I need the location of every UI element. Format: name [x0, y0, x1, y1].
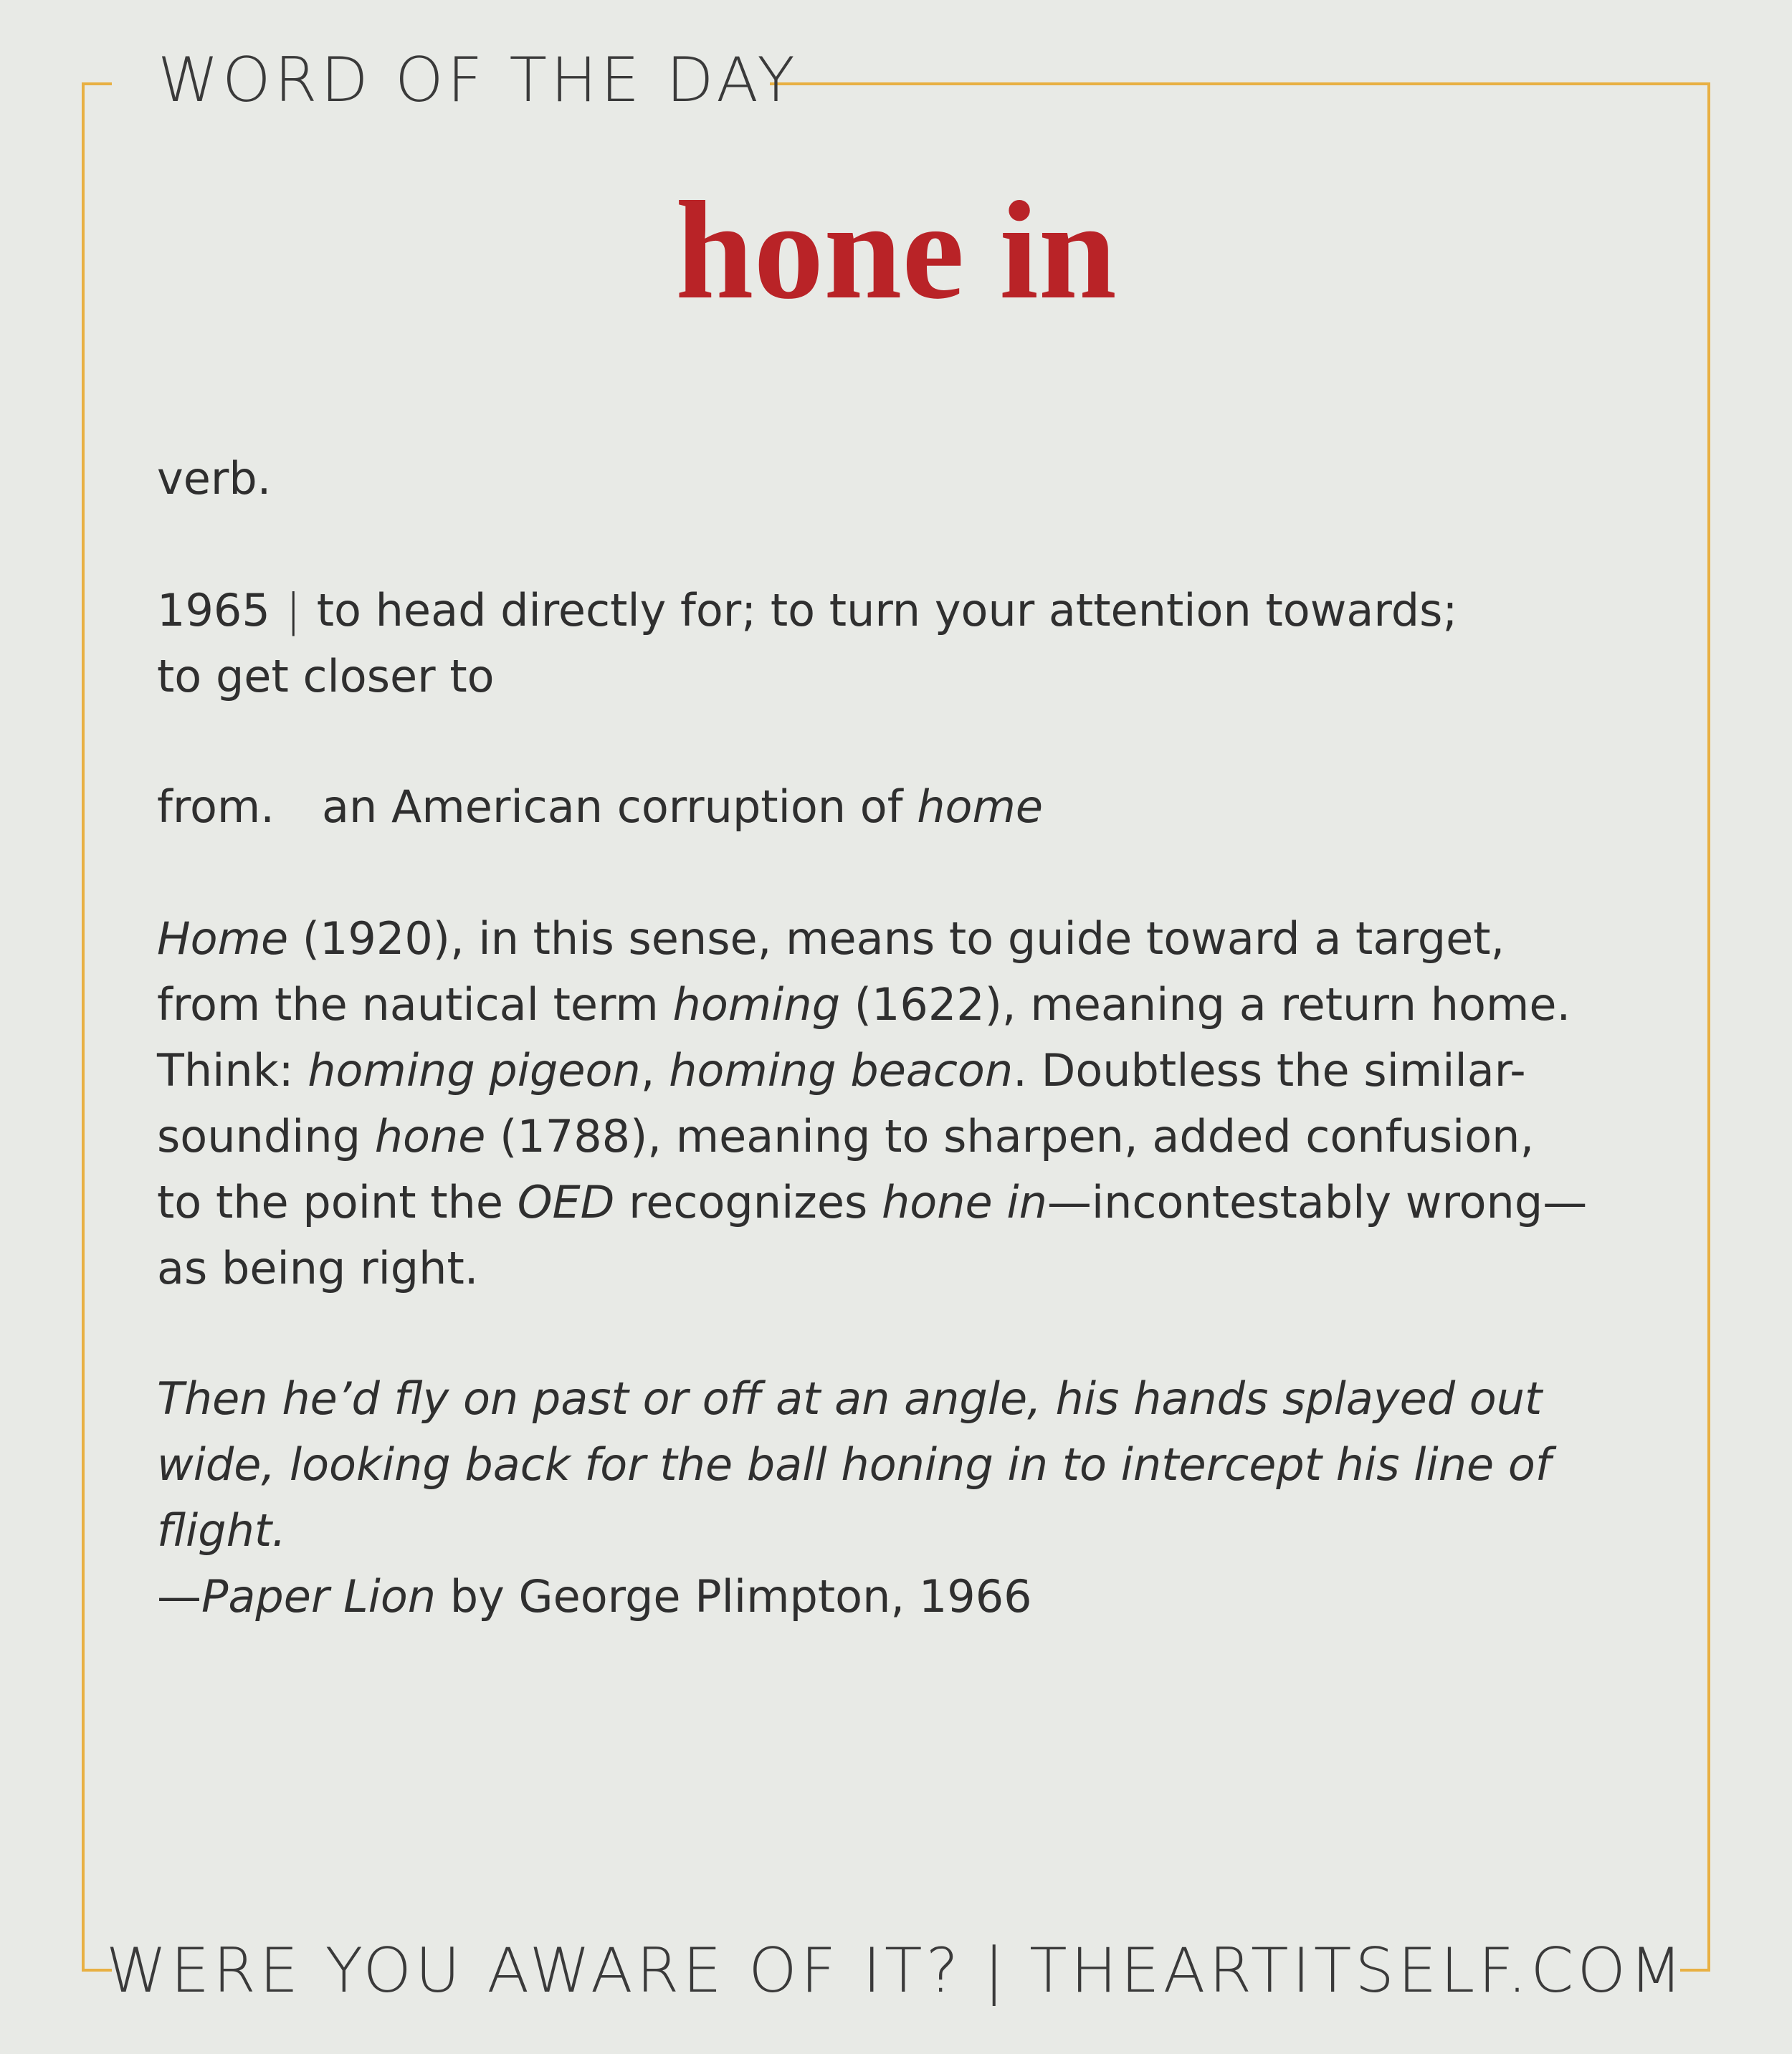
- etymology-text: ,: [640, 1044, 669, 1097]
- quote-attribution: [157, 1564, 1648, 1630]
- attribution-title: Paper Lion: [201, 1570, 437, 1623]
- etymology-text: . Doubtless the similar-: [1013, 1044, 1526, 1097]
- footer-tagline: WERE YOU AWARE OF IT?: [105, 1935, 963, 2007]
- etymology-term-hone: hone: [374, 1110, 486, 1162]
- etymology-line: [157, 906, 1648, 972]
- definition-year: 1965: [157, 584, 270, 636]
- etymology-text: from the nautical term: [157, 978, 673, 1031]
- quote-block: [157, 1366, 1648, 1630]
- definition: [157, 578, 1648, 710]
- etymology-term-home: Home: [157, 912, 289, 965]
- etymology-text: recognizes: [614, 1176, 882, 1228]
- etymology-text: —incontestably wrong—: [1047, 1176, 1588, 1228]
- frame-left-border: [82, 82, 85, 1972]
- quote-line: wide, looking back for the ball honing in to intercept his line of: [157, 1438, 1551, 1491]
- etymology-term-homing: homing: [672, 978, 841, 1031]
- attribution-dash: —: [157, 1570, 201, 1623]
- origin-label: from.: [157, 780, 275, 833]
- footer-site-link[interactable]: THEARTITSELF.COM: [1029, 1935, 1687, 2007]
- frame-top-left-segment: [82, 82, 112, 85]
- definition-separator: |: [285, 584, 301, 636]
- origin-text: an American corruption of: [322, 780, 918, 833]
- etymology-term-homing-beacon: homing beacon: [669, 1044, 1014, 1097]
- etymology-text: to the point the: [157, 1176, 518, 1228]
- etymology-text: (1788), meaning to sharpen, added confusion,: [485, 1110, 1535, 1162]
- definition-text-2: to get closer to: [157, 650, 495, 702]
- frame-top-right-segment: [770, 82, 1710, 85]
- etymology-line: [157, 1104, 1648, 1170]
- origin-term: home: [917, 780, 1044, 833]
- attribution-author: by George Plimpton, 1966: [436, 1570, 1032, 1623]
- part-of-speech: verb.: [157, 452, 272, 505]
- etymology-line: [157, 1038, 1648, 1104]
- etymology-term-oed: OED: [517, 1176, 615, 1228]
- etymology-paragraph: [157, 906, 1648, 1301]
- etymology-term-hone-in: hone in: [882, 1176, 1047, 1228]
- etymology-line: [157, 1170, 1648, 1236]
- definition-text-1: to head directly for; to turn your attention towards;: [316, 584, 1458, 636]
- etymology-text: (1920), in this sense, means to guide toward a target,: [288, 912, 1505, 965]
- quote-line: flight.: [157, 1504, 286, 1557]
- etymology-text: Think:: [157, 1044, 308, 1097]
- etymology-text: (1622), meaning a return home.: [840, 978, 1571, 1031]
- word-title: hone in: [675, 173, 1117, 328]
- quote-line: Then he’d fly on past or off at an angle, his hands splayed out: [157, 1372, 1543, 1425]
- footer-separator: |: [983, 1935, 1009, 2007]
- etymology-line: as being right.: [157, 1242, 479, 1294]
- definition-line-1: [157, 578, 1648, 644]
- etymology-line: [157, 972, 1648, 1038]
- header-label: WORD OF THE DAY: [158, 44, 799, 116]
- footer: [0, 1935, 1792, 2007]
- origin: [157, 774, 1648, 840]
- etymology-text: sounding: [157, 1110, 375, 1162]
- frame-right-border: [1707, 82, 1710, 1972]
- etymology-term-homing-pigeon: homing pigeon: [308, 1044, 641, 1097]
